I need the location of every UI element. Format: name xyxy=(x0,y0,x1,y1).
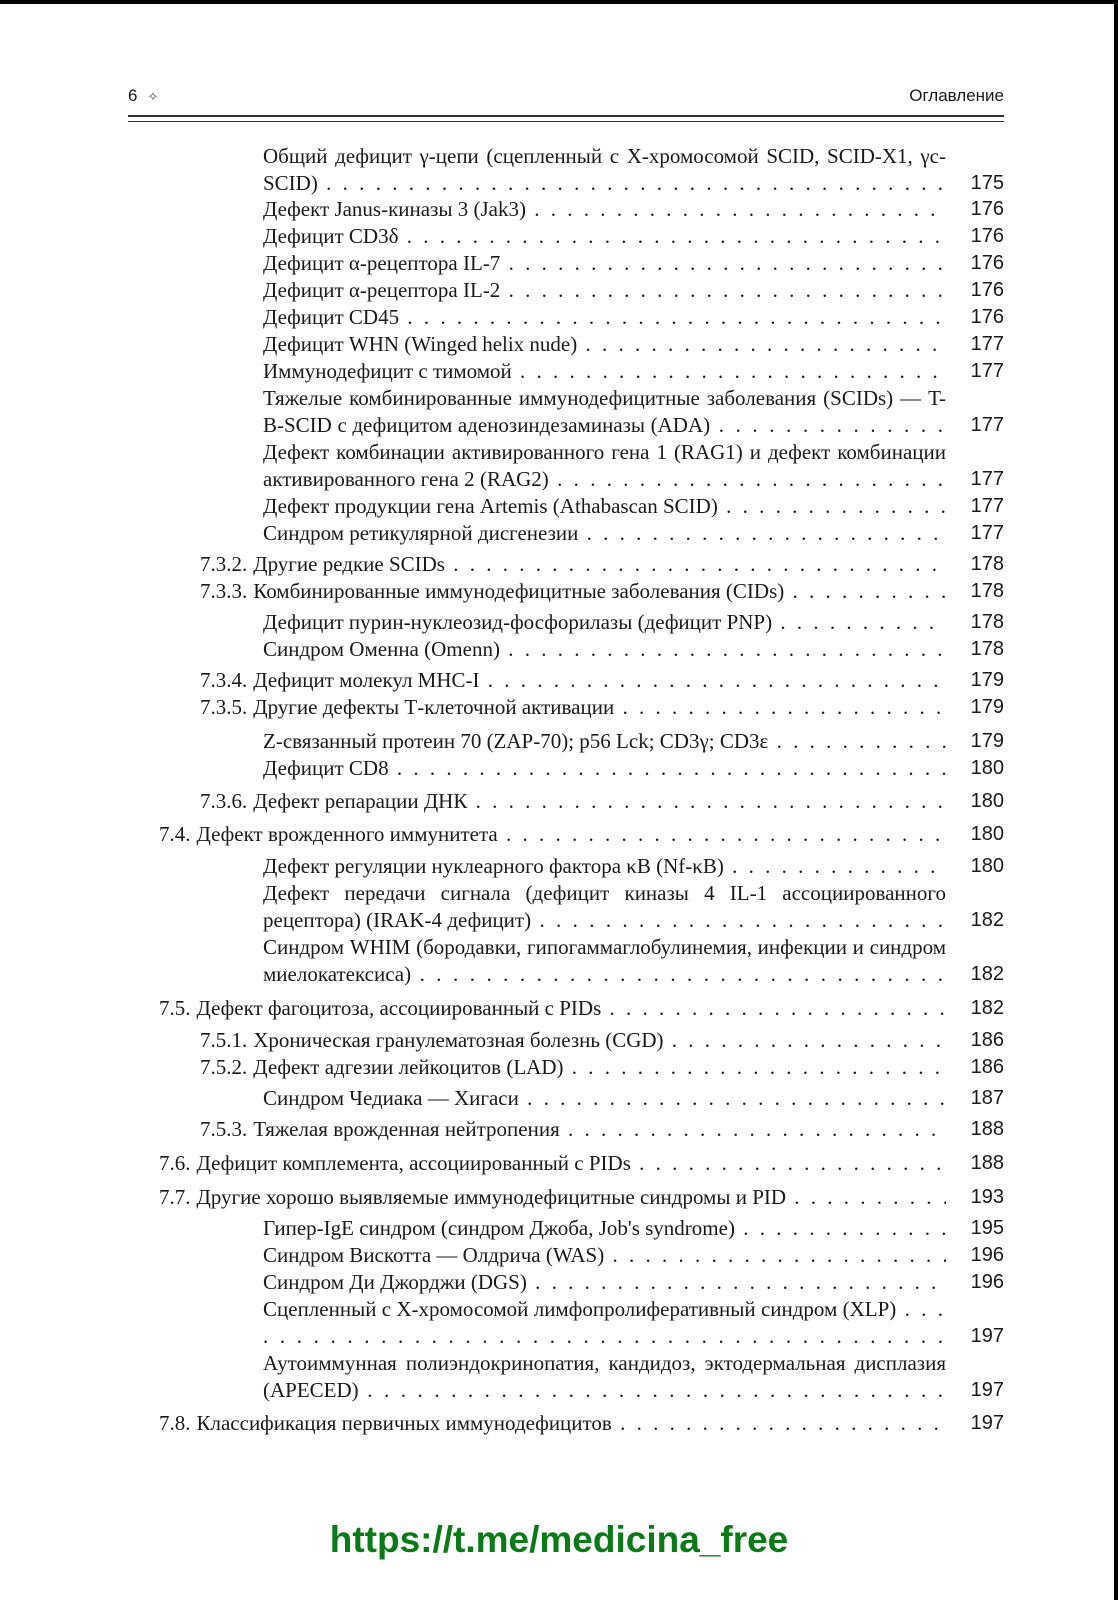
toc-entry[interactable] xyxy=(263,1269,1004,1296)
toc-entry-text: Общий дефицит γ-цепи (сцепленный с X-хромосомой SCID, SCID-X1, γc-SCID) xyxy=(263,144,946,195)
toc-entry-page: 176 xyxy=(952,250,1004,277)
toc-entry[interactable] xyxy=(263,143,1004,197)
toc-entry-page: 186 xyxy=(952,1054,1004,1081)
toc-entry-text: Хроническая гранулематозная болезнь (CGD) xyxy=(253,1028,664,1052)
toc-entry-page: 176 xyxy=(952,196,1004,223)
toc-entry[interactable] xyxy=(200,788,1004,815)
toc-entry-title xyxy=(200,1116,946,1143)
toc-entry-title xyxy=(263,304,946,331)
toc-entry-text: Другие дефекты Т-клеточной активации xyxy=(253,695,615,719)
toc-entry-page: 182 xyxy=(952,907,1004,934)
diamond-ornament-icon: ✧ xyxy=(147,89,159,104)
toc-entry[interactable] xyxy=(263,1215,1004,1242)
toc-entry[interactable] xyxy=(263,1085,1004,1112)
toc-entry[interactable] xyxy=(159,1184,1004,1211)
toc-entry-title xyxy=(200,551,946,578)
toc-entry-number: 7.4. xyxy=(159,822,191,846)
toc-entry[interactable] xyxy=(263,331,1004,358)
toc-entry-title xyxy=(263,223,946,250)
toc-entry[interactable] xyxy=(263,223,1004,250)
toc-entry-page: 177 xyxy=(952,520,1004,547)
toc-entry-text: Дефицит CD8 xyxy=(263,756,389,780)
toc-entry[interactable] xyxy=(263,304,1004,331)
toc-entry-page: 175 xyxy=(952,170,1004,197)
toc-entry-text: Классификация первичных иммунодефицитов xyxy=(196,1411,612,1435)
toc-entry-text: Дефицит молекул MHC-I xyxy=(253,668,480,692)
toc-entry-page: 195 xyxy=(952,1215,1004,1242)
toc-entry-number: 7.5.2. xyxy=(200,1055,248,1079)
telegram-link[interactable]: https://t.me/medicina_free xyxy=(329,1519,789,1560)
toc-entry[interactable] xyxy=(159,1410,1004,1437)
toc-entry-title xyxy=(263,143,946,197)
toc-entry[interactable] xyxy=(263,1350,1004,1404)
toc-entry-title xyxy=(263,358,946,385)
toc-entry[interactable] xyxy=(159,995,1004,1022)
toc-entry-text: Дефект передачи сигнала (дефицит киназы 4 IL-1 ассоциированного рецептора) (IRAK-4 дефицит) xyxy=(263,881,946,932)
toc-entry-page: 177 xyxy=(952,493,1004,520)
toc-entry[interactable] xyxy=(263,728,1004,755)
toc-entry-text: Дефект адгезии лейкоцитов (LAD) xyxy=(253,1055,564,1079)
toc-entry[interactable] xyxy=(263,934,1004,988)
toc-entry-title xyxy=(200,667,946,694)
toc-entry-page: 177 xyxy=(952,331,1004,358)
toc-entry-number: 7.3.4. xyxy=(200,668,248,692)
toc-entry[interactable] xyxy=(263,250,1004,277)
toc-entry-text: Синдром ретикулярной дисгенезии xyxy=(263,521,579,545)
toc-entry[interactable] xyxy=(263,1296,1004,1350)
toc-entry-title xyxy=(263,250,946,277)
toc-entry-text: Дефект регуляции нуклеарного фактора κB (Nf-κB) xyxy=(263,854,724,878)
toc-entry[interactable] xyxy=(263,520,1004,547)
toc-entry-title xyxy=(263,520,946,547)
toc-entry-title xyxy=(263,880,946,934)
toc-entry-title xyxy=(159,1184,946,1211)
toc-entry-page: 176 xyxy=(952,223,1004,250)
toc-entry[interactable] xyxy=(263,609,1004,636)
toc-entry-text: Другие редкие SCIDs xyxy=(253,552,445,576)
toc-entry-page: 197 xyxy=(952,1377,1004,1404)
toc-entry-page: 178 xyxy=(952,551,1004,578)
toc-entry-text: Иммунодефицит с тимомой xyxy=(263,359,512,383)
toc-entry-title xyxy=(263,493,946,520)
toc-entry-text: Дефект комбинации активированного гена 1 (RAG1) и дефект комбинации активированного гена 2 (RAG2) xyxy=(263,440,946,491)
toc-entry-title xyxy=(263,277,946,304)
toc-entry-number: 7.3.5. xyxy=(200,695,248,719)
toc-entry-text: Другие хорошо выявляемые иммунодефицитные синдромы и PID xyxy=(196,1185,787,1209)
toc-entry-number: 7.3.6. xyxy=(200,789,248,813)
toc-entry-text: Дефект репарации ДНК xyxy=(253,789,468,813)
toc-entry-text: Z-связанный протеин 70 (ZAP-70); p56 Lck; CD3γ; CD3ε xyxy=(263,729,769,753)
toc-entry[interactable] xyxy=(263,196,1004,223)
toc-entry[interactable] xyxy=(263,636,1004,663)
toc-entry-title xyxy=(263,385,946,439)
toc-entry-title xyxy=(263,934,946,988)
toc-entry-text: Дефицит CD3δ xyxy=(263,224,399,248)
toc-entry-page: 178 xyxy=(952,636,1004,663)
page-number-text: 6 xyxy=(128,86,138,105)
toc-entry-number: 7.5. xyxy=(159,996,191,1020)
toc-entry-page: 178 xyxy=(952,609,1004,636)
toc-entry-title xyxy=(159,995,946,1022)
toc-entry-page: 176 xyxy=(952,277,1004,304)
toc-entry-page: 188 xyxy=(952,1150,1004,1177)
toc-entry-number: 7.6. xyxy=(159,1151,191,1175)
toc-entry-page: 193 xyxy=(952,1184,1004,1211)
toc-entry-title xyxy=(263,728,946,755)
toc-entry-title xyxy=(263,609,946,636)
toc-entry-number: 7.3.2. xyxy=(200,552,248,576)
toc-entry-page: 180 xyxy=(952,788,1004,815)
toc-entry-text: Дефект фагоцитоза, ассоциированный с PIDs xyxy=(196,996,602,1020)
toc-entry-title xyxy=(263,1085,946,1112)
toc-entry-page: 176 xyxy=(952,304,1004,331)
toc-entry-title xyxy=(159,1410,946,1437)
toc-entry[interactable] xyxy=(263,493,1004,520)
toc-entry-text: Аутоиммунная полиэндокринопатия, кандидоз, эктодермальная дисплазия (APECED) xyxy=(263,1351,946,1402)
toc-entry[interactable] xyxy=(263,358,1004,385)
toc-entry-title xyxy=(263,196,946,223)
toc-entry-title xyxy=(200,788,946,815)
toc-entry-page: 196 xyxy=(952,1269,1004,1296)
toc-entry-text: Дефицит пурин-нуклеозид-фосфорилазы (дефицит PNP) xyxy=(263,610,773,634)
toc-entry[interactable] xyxy=(159,821,1004,848)
toc-entry-page: 196 xyxy=(952,1242,1004,1269)
toc-entry-page: 177 xyxy=(952,466,1004,493)
toc-entry-title xyxy=(159,821,946,848)
toc-entry-title xyxy=(200,1054,946,1081)
toc-entry-title xyxy=(263,1215,946,1242)
toc-entry-text: Синдром Чедиака — Хигаси xyxy=(263,1086,519,1110)
toc-entry[interactable] xyxy=(263,439,1004,493)
toc-entry-text: Сцепленный с X-хромосомой лимфопролиферативный синдром (XLP) xyxy=(263,1297,897,1321)
toc-entry-page: 180 xyxy=(952,821,1004,848)
toc-entry-number: 7.3.3. xyxy=(200,579,248,603)
toc-entry-page: 186 xyxy=(952,1027,1004,1054)
toc-entry-title xyxy=(263,1350,946,1404)
toc-entry-title xyxy=(263,636,946,663)
toc-entry[interactable] xyxy=(263,755,1004,782)
toc-entry-page: 182 xyxy=(952,961,1004,988)
toc-entry-text: Комбинированные иммунодефицитные заболевания (CIDs) xyxy=(253,579,785,603)
section-title: Оглавление xyxy=(909,86,1004,105)
toc-entry-text: Синдром Вискотта — Олдрича (WAS) xyxy=(263,1243,605,1267)
toc-entry[interactable] xyxy=(159,1150,1004,1177)
toc-entry[interactable] xyxy=(200,694,1004,721)
toc-entry-text: Дефицит WHN (Winged helix nude) xyxy=(263,332,578,356)
toc-entry[interactable] xyxy=(200,578,1004,605)
toc-entry-text: Дефект Janus-киназы 3 (Jak3) xyxy=(263,197,526,221)
toc-entry-title xyxy=(263,755,946,782)
toc-entry-title xyxy=(200,694,946,721)
toc-entry-page: 180 xyxy=(952,853,1004,880)
toc-entry[interactable] xyxy=(263,853,1004,880)
toc-entry[interactable] xyxy=(200,551,1004,578)
toc-entry-number: 7.5.3. xyxy=(200,1117,248,1141)
toc-entry-title xyxy=(263,853,946,880)
toc-entry[interactable] xyxy=(200,1054,1004,1081)
toc-entry-page: 197 xyxy=(952,1323,1004,1350)
toc-entry-page: 177 xyxy=(952,358,1004,385)
toc-entry-title xyxy=(200,578,946,605)
toc-entry-text: Тяжелые комбинированные иммунодефицитные заболевания (SCIDs) — T-B-SCID с дефицитом аденозиндезаминазы (ADA) xyxy=(263,386,946,437)
toc-entry-text: Дефицит α-рецептора IL-2 xyxy=(263,278,501,302)
toc-entry[interactable] xyxy=(200,1027,1004,1054)
toc-entry-text: Дефицит CD45 xyxy=(263,305,400,329)
toc-entry-page: 180 xyxy=(952,755,1004,782)
toc-entry-text: Дефект врожденного иммунитета xyxy=(196,822,498,846)
toc-entry-title xyxy=(263,439,946,493)
toc-entry-number: 7.8. xyxy=(159,1411,191,1435)
toc-entry-number: 7.7. xyxy=(159,1185,191,1209)
toc-entry[interactable] xyxy=(263,880,1004,934)
toc-entry-title xyxy=(263,1269,946,1296)
toc-entry-title xyxy=(263,1242,946,1269)
toc-entry-text: Дефект продукции гена Artemis (Athabascan SCID) xyxy=(263,494,718,518)
toc-entry-page: 178 xyxy=(952,578,1004,605)
toc-entry-title xyxy=(159,1150,946,1177)
toc-entry-text: Гипер-IgE синдром (синдром Джоба, Job's syndrome) xyxy=(263,1216,735,1240)
toc-entry-page: 177 xyxy=(952,412,1004,439)
toc-entry-number: 7.5.1. xyxy=(200,1028,248,1052)
toc-entry-text: Синдром WHIM (бородавки, гипогаммаглобулинемия, инфекции и синдром миелокатексиса) xyxy=(263,935,946,986)
toc-entry[interactable] xyxy=(200,1116,1004,1143)
toc-entry-text: Дефицит α-рецептора IL-7 xyxy=(263,251,501,275)
toc-entry-text: Синдром Ди Джорджи (DGS) xyxy=(263,1270,527,1294)
toc-entry-page: 197 xyxy=(952,1410,1004,1437)
toc-entry-page: 179 xyxy=(952,728,1004,755)
toc-entry[interactable] xyxy=(263,1242,1004,1269)
toc-entry-text: Дефицит комплемента, ассоциированный с PIDs xyxy=(196,1151,631,1175)
toc-entry-page: 179 xyxy=(952,667,1004,694)
toc-entry-page: 188 xyxy=(952,1116,1004,1143)
toc-entry[interactable] xyxy=(263,277,1004,304)
toc-entry-text: Тяжелая врожденная нейтропения xyxy=(253,1117,560,1141)
toc-entry[interactable] xyxy=(200,667,1004,694)
toc-entry-text: Синдром Оменна (Omenn) xyxy=(263,637,500,661)
toc-entry-page: 182 xyxy=(952,995,1004,1022)
toc-entry-title xyxy=(200,1027,946,1054)
toc-entry-page: 187 xyxy=(952,1085,1004,1112)
toc-entry-page: 179 xyxy=(952,694,1004,721)
toc-entry[interactable] xyxy=(263,385,1004,439)
toc-entry-title xyxy=(263,1296,946,1350)
toc-entry-title xyxy=(263,331,946,358)
